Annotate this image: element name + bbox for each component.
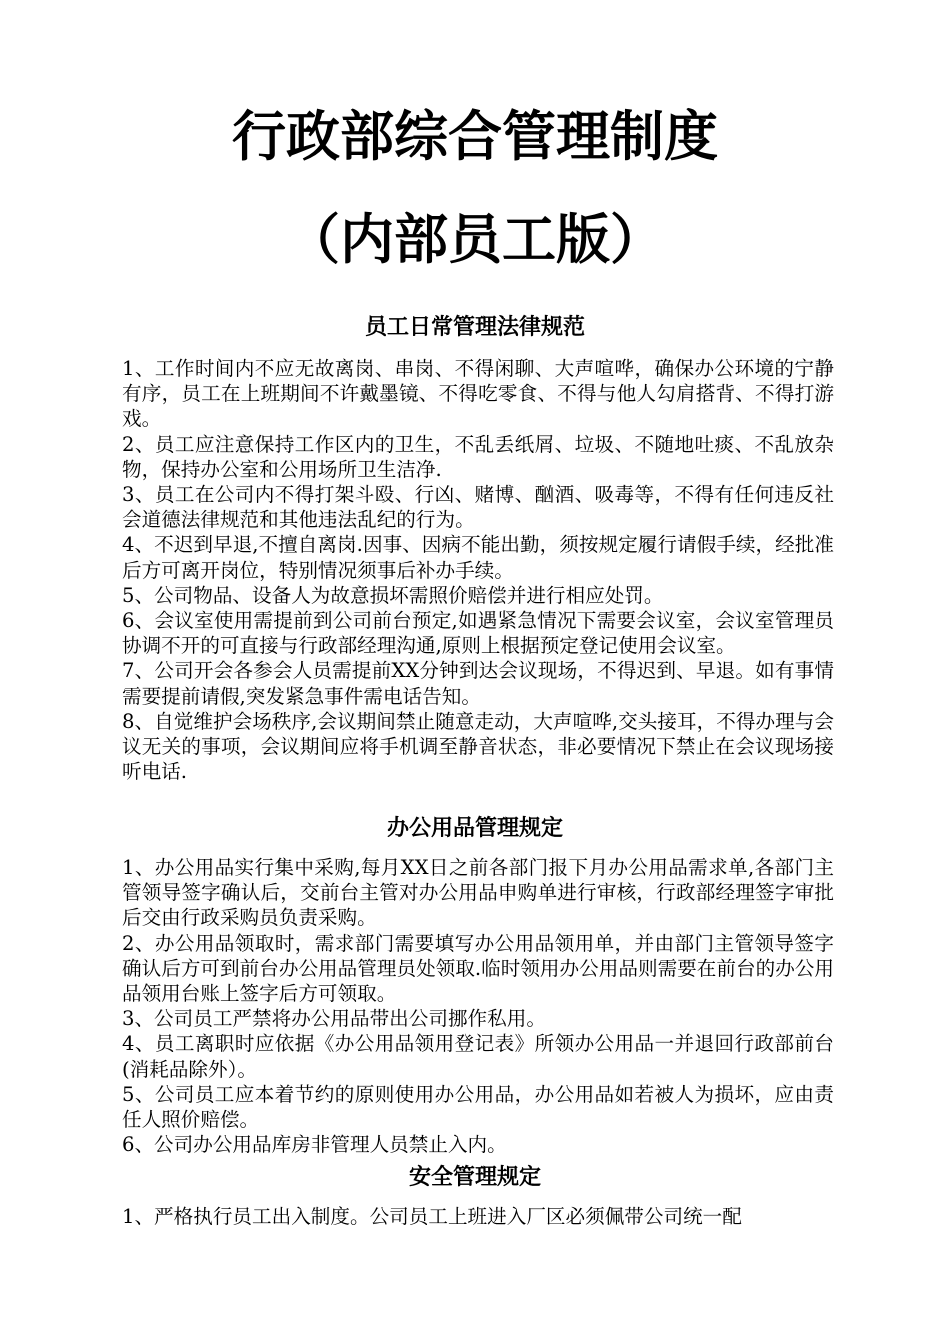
paragraph: 7、公司开会各参会人员需提前XX分钟到达会议现场，不得迟到、早退。如有事情需要提前请假,突发紧急事件需电话告知。	[122, 659, 834, 708]
paragraph: 4、不迟到早退,不擅自离岗.因事、因病不能出勤，须按规定履行请假手续，经批准后方可离开岗位，特别情况须事后补办手续。	[122, 533, 834, 582]
document-title: 行政部综合管理制度	[232, 105, 718, 168]
section-heading-office-supplies: 办公用品管理规定	[386, 816, 563, 841]
paragraph: 4、员工离职时应依据《办公用品领用登记表》所领办公用品一并退回行政部前台(消耗品除外）。	[122, 1032, 834, 1081]
paragraph: 5、公司物品、设备人为故意损坏需照价赔偿并进行相应处罚。	[122, 583, 664, 607]
section-body-safety	[122, 1204, 834, 1229]
section-heading-safety: 安全管理规定	[408, 1165, 541, 1190]
paragraph: 6、会议室使用需提前到公司前台预定,如遇紧急情况下需要会议室，会议室管理员协调不开的可直接与行政部经理沟通,原则上根据预定登记使用会议室。	[122, 609, 834, 658]
paragraph: 2、办公用品领取时，需求部门需要填写办公用品领用单，并由部门主管领导签字确认后方可到前台办公用品管理员处领取.临时领用办公用品则需要在前台的办公用品领用台账上签字后方可领取。	[122, 931, 834, 1006]
section-body-office-supplies	[122, 855, 834, 1157]
paragraph: 6、公司办公用品库房非管理人员禁止入内。	[122, 1133, 507, 1157]
section-body-daily-management	[122, 356, 834, 784]
section-heading-daily-management: 员工日常管理法律规范	[364, 315, 585, 340]
document-subtitle: （内部员工版）	[286, 208, 664, 271]
paragraph: 1、严格执行员工出入制度。公司员工上班进入厂区必须佩带公司统一配	[122, 1205, 742, 1228]
paragraph: 8、自觉维护会场秩序,会议期间禁止随意走动，大声喧哗,交头接耳，不得办理与会议无关的事项，会议期间应将手机调至静音状态，非必要情况下禁止在会议现场接听电话.	[122, 709, 834, 784]
paragraph: 3、公司员工严禁将办公用品带出公司挪作私用。	[122, 1007, 546, 1031]
paragraph: 3、员工在公司内不得打架斗殴、行凶、赌博、酗酒、吸毒等，不得有任何违反社会道德法律规范和其他违法乱纪的行为。	[122, 483, 834, 532]
paragraph: 1、工作时间内不应无故离岗、串岗、不得闲聊、大声喧哗，确保办公环境的宁静有序，员工在上班期间不许戴墨镜、不得吃零食、不得与他人勾肩搭背、不得打游戏。	[122, 357, 834, 431]
paragraph: 5、公司员工应本着节约的原则使用办公用品，办公用品如若被人为损坏，应由责任人照价赔偿。	[122, 1082, 834, 1132]
paragraph: 2、员工应注意保持工作区内的卫生，不乱丢纸屑、垃圾、不随地吐痰、不乱放杂物，保持办公室和公用场所卫生洁净.	[122, 432, 834, 481]
paragraph: 1、办公用品实行集中采购,每月XX日之前各部门报下月办公用品需求单,各部门主管领导签字确认后，交前台主管对办公用品申购单进行审核，行政部经理签字审批后交由行政采购员负责采购。	[122, 856, 834, 930]
